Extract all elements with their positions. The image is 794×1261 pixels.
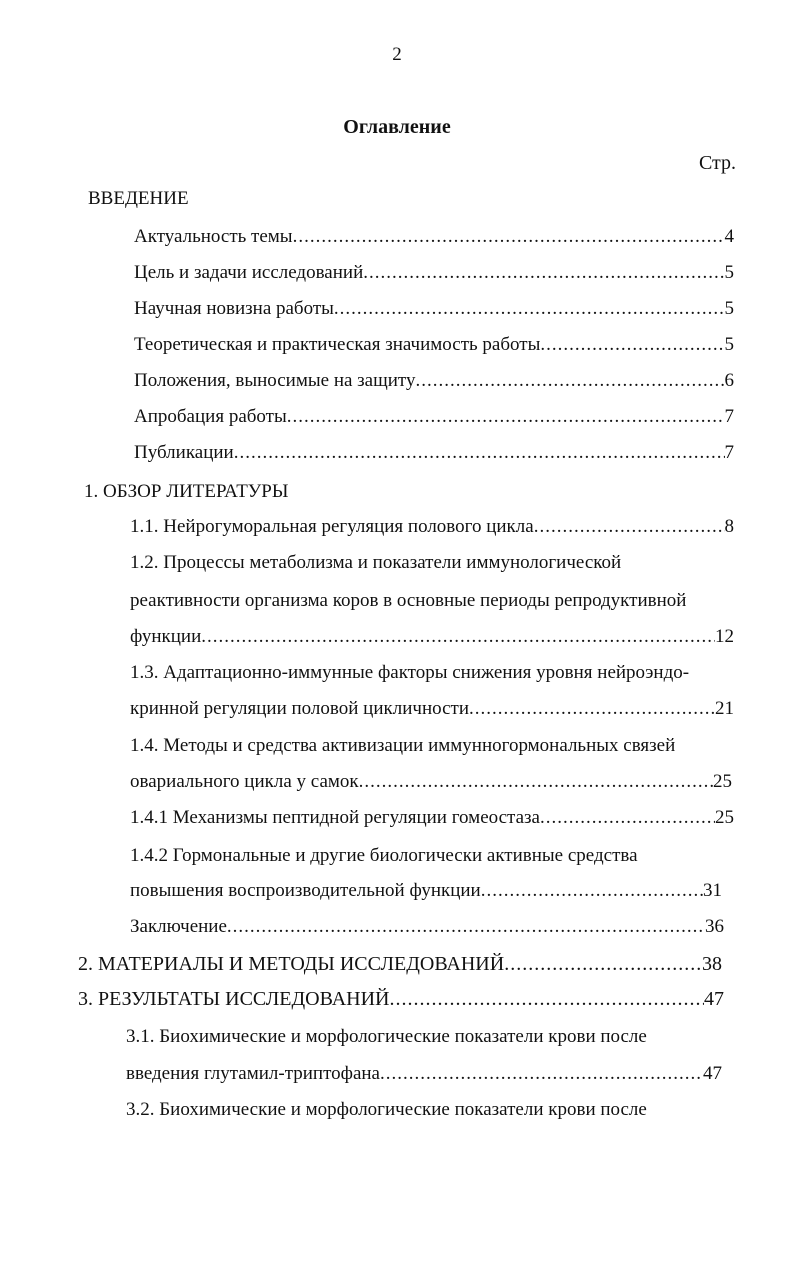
toc-entry: 1.1. Нейрогуморальная регуляция полового цикла ..... 8 <box>130 514 734 540</box>
toc-heading-chapter-1: 1. ОБЗОР ЛИТЕРАТУРЫ <box>84 481 289 502</box>
toc-entry: 1.4.1 Механизмы пептидной регуляции гомеостаза ..... 25 <box>130 805 734 831</box>
toc-chapter-2: 2. МАТЕРИАЛЫ И МЕТОДЫ ИССЛЕДОВАНИЙ ..... 38 <box>78 951 722 977</box>
toc-entry-line: 1.2. Процессы метаболизма и показатели иммунологической <box>130 552 622 573</box>
page-number: 2 <box>392 44 402 65</box>
toc-entry: Апробация работы ..... 7 <box>134 404 734 430</box>
toc-entry: Актуальность темы ..... 4 <box>134 224 734 250</box>
toc-entry: Положения, выносимые на защиту ..... 6 <box>134 368 734 394</box>
page-column-label: Стр. <box>698 152 736 174</box>
toc-entry-line: 1.4.2 Гормональные и другие биологически активные средства <box>130 845 638 866</box>
toc-entry: Цель и задачи исследований ..... 5 <box>134 260 734 286</box>
toc-entry: Научная новизна работы ..... 5 <box>134 296 734 322</box>
toc-heading-introduction: ВВЕДЕНИЕ <box>88 188 189 209</box>
toc-entry: Заключение ..... 36 <box>130 914 724 940</box>
toc-entry-line: 3.1. Биохимические и морфологические показатели крови после <box>126 1026 647 1047</box>
toc-entry-line: 1.4. Методы и средства активизации иммунногормональных связей <box>130 735 676 756</box>
toc-entry: Теоретическая и практическая значимость работы ..... 5 <box>134 332 734 358</box>
toc-entry: Публикации ..... 7 <box>134 440 734 466</box>
page-title: Оглавление <box>343 116 451 138</box>
toc-entry-line: 1.3. Адаптационно-иммунные факторы снижения уровня нейроэндо- <box>130 662 690 683</box>
toc-entry: функции ..... 12 <box>130 624 734 650</box>
toc-entry-line: реактивности организма коров в основные периоды репродуктивной <box>130 590 687 611</box>
toc-entry: кринной регуляции половой цикличности ..... 21 <box>130 696 734 722</box>
toc-entry: повышения воспроизводительной функции ..... 31 <box>130 878 722 904</box>
toc-entry-line: 3.2. Биохимические и морфологические показатели крови после <box>126 1099 647 1120</box>
toc-entry: введения глутамил-триптофана ..... 47 <box>126 1061 722 1087</box>
toc-chapter-3: 3. РЕЗУЛЬТАТЫ ИССЛЕДОВАНИЙ ..... 47 <box>78 986 724 1012</box>
toc-entry: овариального цикла у самок ..... 25 <box>130 769 732 795</box>
